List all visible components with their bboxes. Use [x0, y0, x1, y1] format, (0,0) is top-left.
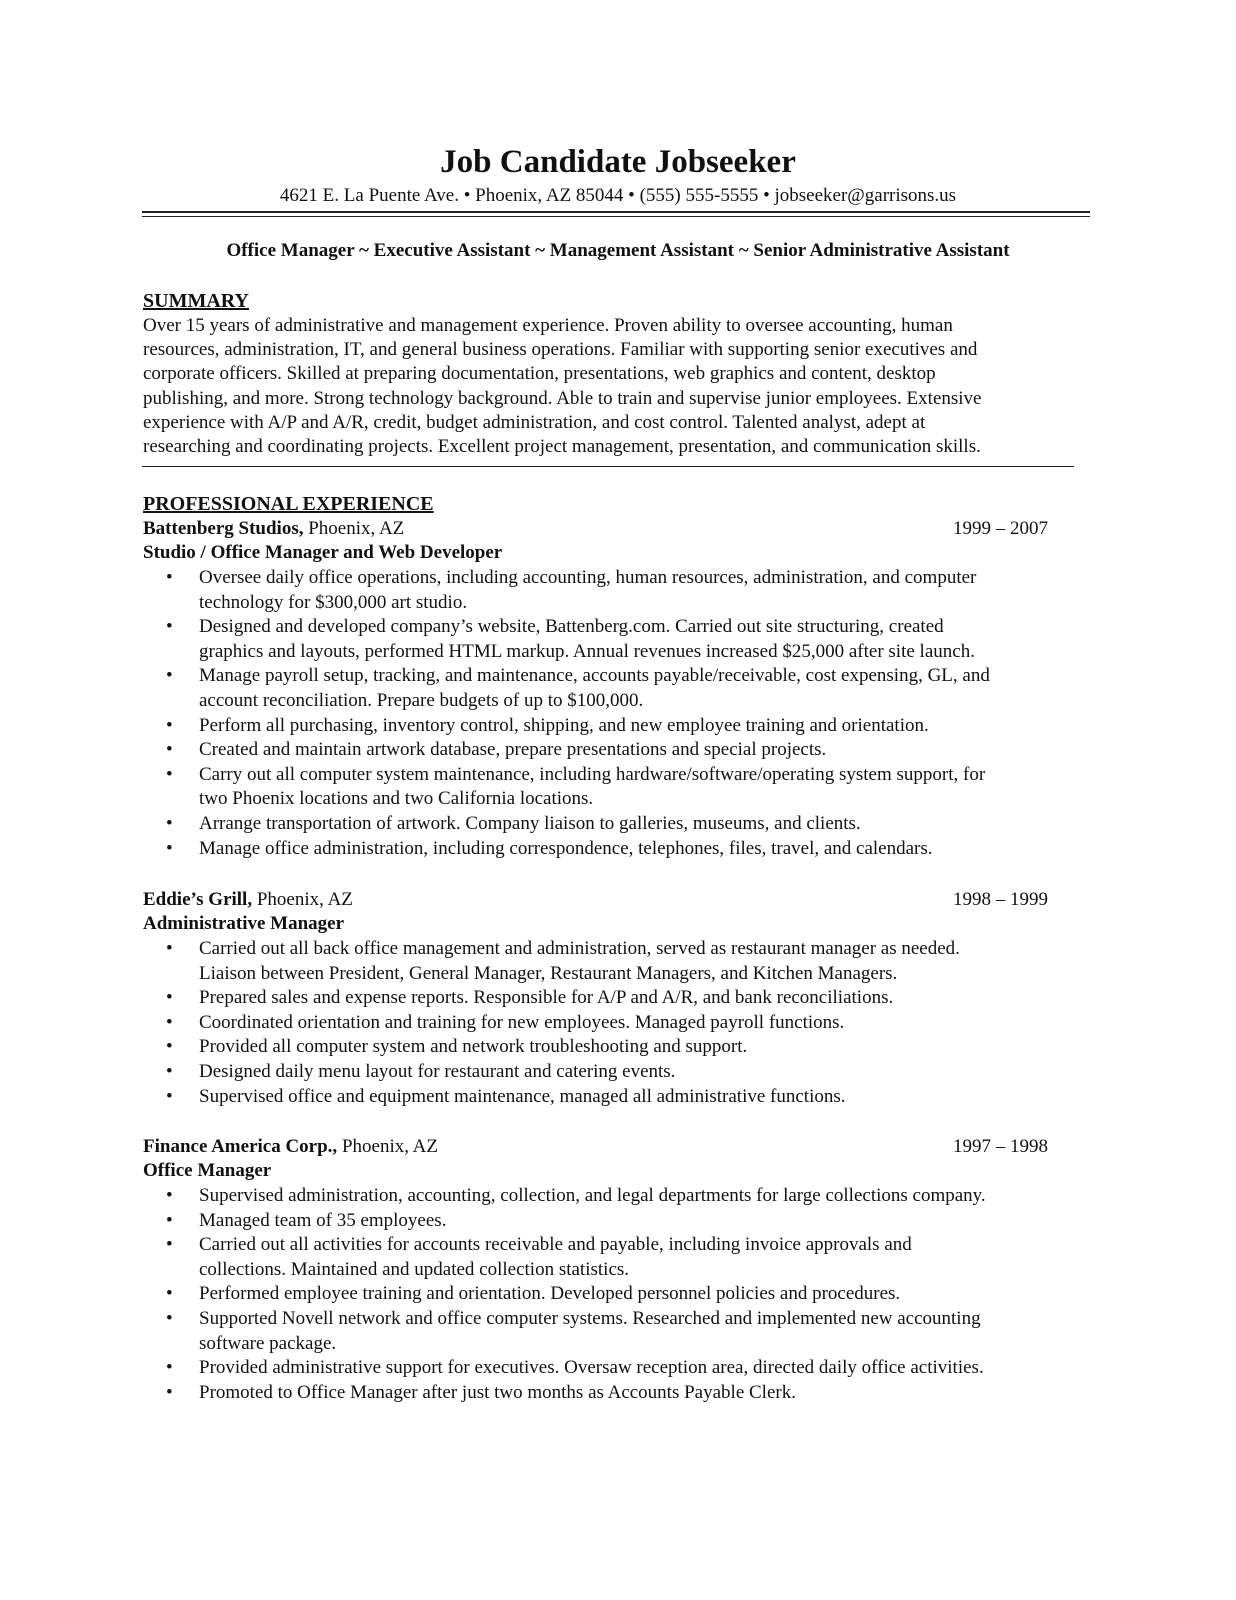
- job-years: 1999 – 2007: [953, 518, 1048, 539]
- summary-line: experience with A/P and A/R, credit, budget administration, and cost control. Talented analyst, adept at: [143, 411, 926, 433]
- list-item: • Designed daily menu layout for restaurant and catering events.: [160, 1060, 1080, 1085]
- summary-divider: [142, 466, 1074, 467]
- job-bullets: [160, 1184, 1080, 1405]
- list-item: • Carry out all computer system maintenance, including hardware/software/operating system support, for two Phoenix locations and two California locations.: [160, 763, 1080, 812]
- job-title: Office Manager: [143, 1160, 272, 1181]
- job-bullets: [160, 566, 1080, 861]
- experience-heading: PROFESSIONAL EXPERIENCE: [143, 493, 434, 515]
- list-item: • Arrange transportation of artwork. Company liaison to galleries, museums, and clients.: [160, 812, 1080, 837]
- job-title: Studio / Office Manager and Web Developer: [143, 542, 503, 563]
- header-divider: [142, 211, 1090, 217]
- job-header: [143, 888, 1048, 912]
- job-header: [143, 517, 1048, 541]
- company-location: Phoenix, AZ: [337, 1136, 438, 1157]
- job-title: Administrative Manager: [143, 913, 345, 934]
- summary-line: researching and coordinating projects. Excellent project management, presentation, and communication skills.: [143, 436, 981, 458]
- list-item: • Perform all purchasing, inventory control, shipping, and new employee training and orientation.: [160, 714, 1080, 739]
- summary-line: resources, administration, IT, and general business operations. Familiar with supporting senior executives and: [143, 339, 978, 361]
- contact-line: 4621 E. La Puente Ave. • Phoenix, AZ 85044 • (555) 555-5555 • jobseeker@garrisons.us: [279, 185, 957, 206]
- list-item: • Oversee daily office operations, including accounting, human resources, administration, and computer technology for $300,000 art studio.: [160, 566, 1080, 615]
- list-item: • Managed team of 35 employees.: [160, 1209, 1080, 1234]
- job-years: 1998 – 1999: [953, 889, 1048, 910]
- job-bullets: [160, 937, 1080, 1109]
- company-name: Finance America Corp.,: [143, 1136, 338, 1157]
- list-item: • Carried out all back office management and administration, served as restaurant manager as needed. Liaison between President, General Manager, Restaurant Managers, and Kitchen Managers.: [160, 937, 1080, 986]
- summary-line: corporate officers. Skilled at preparing documentation, presentations, web graphics and content, desktop: [143, 363, 936, 385]
- summary-text: [143, 314, 1083, 459]
- list-item: • Supervised office and equipment maintenance, managed all administrative functions.: [160, 1085, 1080, 1110]
- company-location: Phoenix, AZ: [252, 889, 353, 910]
- summary-line: publishing, and more. Strong technology background. Able to train and supervise junior employees. Extensive: [143, 387, 982, 409]
- candidate-name: Job Candidate Jobseeker: [440, 144, 796, 180]
- list-item: • Created and maintain artwork database, prepare presentations and special projects.: [160, 738, 1080, 763]
- company-location: Phoenix, AZ: [303, 518, 405, 539]
- list-item: • Provided all computer system and network troubleshooting and support.: [160, 1035, 1080, 1060]
- list-item: • Provided administrative support for executives. Oversaw reception area, directed daily office activities.: [160, 1356, 1080, 1381]
- company-name: Eddie’s Grill,: [143, 889, 253, 910]
- job-header: [143, 1135, 1048, 1159]
- job-years: 1997 – 1998: [953, 1136, 1048, 1157]
- target-positions: Office Manager ~ Executive Assistant ~ Management Assistant ~ Senior Administrative Assistant: [226, 240, 1010, 261]
- list-item: • Supported Novell network and office computer systems. Researched and implemented new accounting software package.: [160, 1307, 1080, 1356]
- list-item: • Coordinated orientation and training for new employees. Managed payroll functions.: [160, 1011, 1080, 1036]
- list-item: • Manage office administration, including correspondence, telephones, files, travel, and calendars.: [160, 837, 1080, 862]
- company-name: Battenberg Studios,: [143, 518, 304, 539]
- list-item: • Promoted to Office Manager after just two months as Accounts Payable Clerk.: [160, 1381, 1080, 1406]
- summary-line: Over 15 years of administrative and management experience. Proven ability to oversee accounting, human: [143, 315, 953, 336]
- list-item: • Prepared sales and expense reports. Responsible for A/P and A/R, and bank reconciliations.: [160, 986, 1080, 1011]
- list-item: • Manage payroll setup, tracking, and maintenance, accounts payable/receivable, cost expensing, GL, and account reconciliation. Prepare budgets of up to $100,000.: [160, 664, 1080, 713]
- list-item: • Carried out all activities for accounts receivable and payable, including invoice approvals and collections. Maintained and updated collection statistics.: [160, 1233, 1080, 1282]
- summary-heading: SUMMARY: [143, 290, 249, 312]
- list-item: • Supervised administration, accounting, collection, and legal departments for large collections company.: [160, 1184, 1080, 1209]
- list-item: • Designed and developed company’s website, Battenberg.com. Carried out site structuring, created graphics and layouts, performed HTML markup. Annual revenues increased $25,000 after site launch.: [160, 615, 1080, 664]
- list-item: • Performed employee training and orientation. Developed personnel policies and procedures.: [160, 1282, 1080, 1307]
